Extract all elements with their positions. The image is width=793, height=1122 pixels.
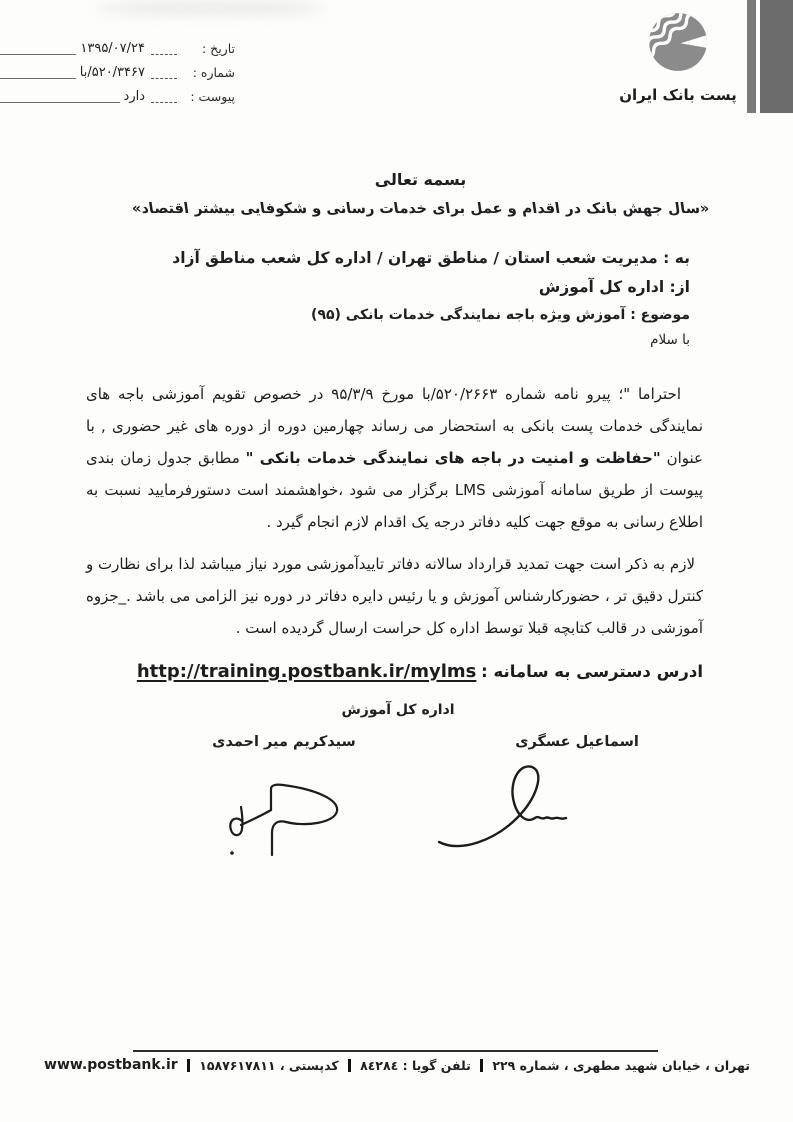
paragraph-1-bold-title: "حفاظت و امنیت در باجه های نمایندگی خدمات بانکی " [245, 449, 661, 467]
subject-line: موضوع : آموزش ویژه باجه نمایندگی خدمات بانکی (۹۵) [311, 307, 690, 323]
access-url-link[interactable]: http://training.postbank.ir/mylms [136, 661, 477, 682]
access-line [86, 656, 703, 688]
signature-left-icon [222, 783, 362, 863]
corner-bar-thin [747, 0, 756, 113]
postbank-wordmark: پست بانک ایران [619, 86, 737, 104]
rule-line [0, 102, 120, 103]
attachment-label: پیوست : [190, 88, 235, 104]
postbank-globe-icon [647, 10, 709, 74]
letter-body [86, 378, 703, 688]
to-line: به : مدیریت شعب استان / مناطق تهران / اداره کل شعب مناطق آزاد [172, 249, 690, 267]
number-value: ۵۲۰/۳۴۶۷/با [79, 64, 145, 80]
slogan-line [48, 198, 793, 217]
scan-artifact [95, 1, 325, 15]
dash-line [151, 78, 177, 79]
besmeleh-heading: بسمه تعالی [374, 170, 467, 189]
footer [44, 1057, 750, 1073]
date-label: تاریخ : [201, 40, 235, 56]
rule-line [0, 78, 76, 79]
paragraph-1-start: احتراما "؛ پیرو نامه شماره ۵۲۰/۲۶۶۳/با مورخ ۹۵/۳/۹ در خصوص تقویم آموزشی باجه های نمایندگی خدمات پست بانکی به استحضار می رساند چهارمین دوره از دوره های غیر حضوری , با عنوان [86, 385, 703, 467]
footer-postal-code: کدپستی ، ۱۵۸۷۶۱۷۸۱۱ [199, 1057, 339, 1073]
corner-bar-wide [760, 0, 793, 113]
footer-rule [133, 1050, 658, 1052]
number-row [0, 60, 235, 84]
salutation: با سلام [650, 332, 690, 348]
signature-department: اداره کل آموزش [341, 702, 455, 718]
signer-name-left: سیدکریم میر احمدی [212, 734, 356, 750]
date-row [0, 36, 235, 60]
footer-phone: تلفن گویا : ۸٤۲۸٤ [360, 1057, 471, 1073]
letterhead-fields [0, 36, 240, 108]
attachment-row [0, 84, 235, 108]
footer-website: www.postbank.ir [44, 1057, 178, 1073]
paragraph-2: لازم به ذکر است جهت تمدید قرارداد سالانه دفاتر تاییدآموزشی مورد نیاز میباشد لذا برای نظارت و کنترل دقیق تر ، حضورکارشناس آموزش و یا رئیس دایره دفاتر در دوره نیز الزامی می باشد ._جزوه آموزشی در قالب کتابچه قبلا توسط اداره کل حراست ارسال گردیده است . [86, 555, 703, 637]
date-value: ۱۳۹۵/۰۷/۲۴ [80, 40, 145, 56]
access-label: ادرس دسترسی به سامانه : [481, 662, 703, 681]
attachment-value: دارد [123, 88, 145, 104]
footer-separator [187, 1059, 191, 1072]
address-block [90, 249, 690, 348]
rule-line [0, 54, 76, 55]
dash-line [151, 54, 177, 55]
slogan-text: «سال جهش بانک در اقدام و عمل برای خدمات رسانی و شکوفایی بیشتر اقتصاد» [130, 201, 711, 217]
signature-right-icon [433, 760, 583, 855]
footer-separator [348, 1059, 352, 1072]
paragraph-1 [86, 378, 703, 538]
footer-address: تهران ، خیابان شهید مطهری ، شماره ۲۲۹ [492, 1057, 750, 1073]
dash-line [151, 102, 177, 103]
signer-name-right: اسماعیل عسگری [515, 734, 639, 750]
from-line: از: اداره کل آموزش [538, 278, 690, 296]
postbank-logo [612, 10, 744, 104]
paragraph-1-end: مطابق جدول زمان بندی پیوست از طریق سامانه آموزشی LMS برگزار می شود ،خواهشمند است دستورفرمایید نسبت به اطلاع رسانی به موقع جهت کلیه دفاتر درجه یک اقدام لازم انجام گیرد . [86, 449, 703, 531]
footer-separator [480, 1059, 484, 1072]
number-label: شماره : [192, 64, 235, 80]
